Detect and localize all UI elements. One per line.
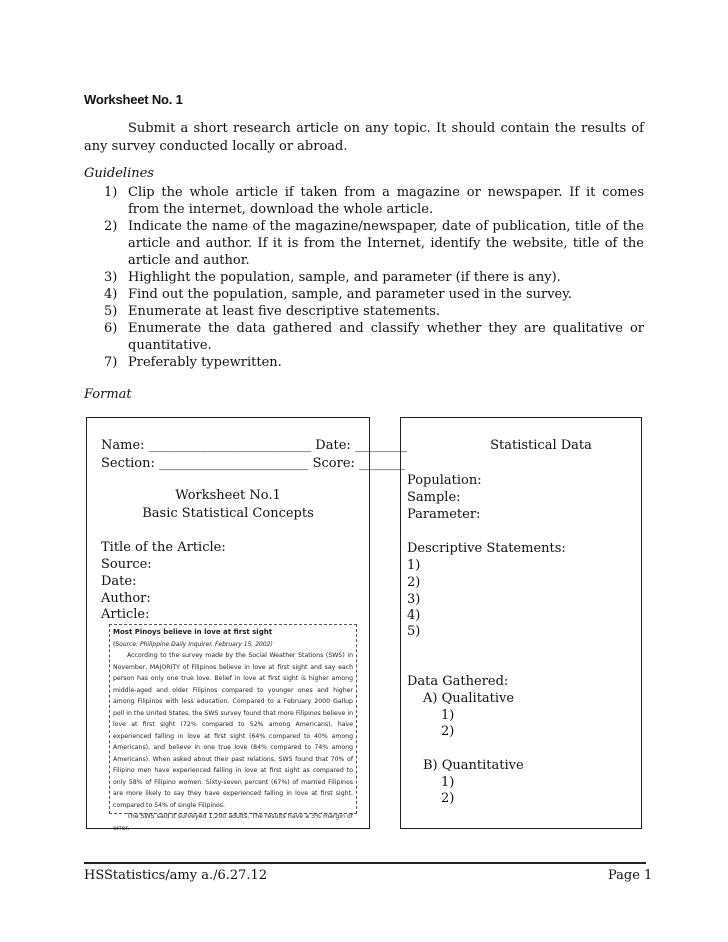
qualitative-item: 2)	[441, 724, 455, 739]
item-number: 5)	[104, 304, 118, 319]
item-text: Indicate the name of the magazine/newspaper, date of publication, title of the article and author. If it is from the Internet, identify the website, title of the article and author.	[128, 219, 644, 268]
item-text: Preferably typewritten.	[128, 355, 282, 370]
descriptive-item: 5)	[407, 624, 421, 639]
item-text: Highlight the population, sample, and parameter (if there is any).	[128, 270, 561, 285]
guidelines-heading: Guidelines	[84, 166, 154, 181]
article-closing: The SWS said it surveyed 1,200 adults. The results have a 3% margin of error.	[113, 813, 353, 832]
item-text: Clip the whole article if taken from a magazine or newspaper. If it comes from the internet, download the whole article.	[128, 185, 644, 217]
qualitative-item: 1)	[441, 708, 455, 723]
article-headline: Most Pinoys believe in love at first sight	[113, 628, 273, 636]
date-label: Date:	[101, 574, 137, 589]
list-item	[104, 320, 644, 354]
list-item	[104, 354, 644, 371]
quantitative-item: 2)	[441, 791, 455, 806]
descriptive-item: 3)	[407, 592, 421, 607]
name-line: Name: _________________________ Date: ________	[101, 438, 407, 453]
qualitative-label: A) Qualitative	[423, 691, 515, 706]
item-number: 3)	[104, 270, 118, 285]
footer-divider	[84, 862, 646, 864]
article-body: According to the survey made by the Social Weather Stations (SWS) in November, MAJORITY of Filipinos believe in love at first sight and say each person has only one true love. Belief in love at first sight is higher among middle-aged and older Filipinos compared to younger ones and higher among Filipinos with less education. Compared to a February 2000 Gallup poll in the United States, the SWS survey found that more Filipinos believe in love at first sight (72% compared to 52% among Americans), have experienced falling in love at first sight (64% compared to 40% among Americans), and believe in one true love (84% compared to 74% among Americans). When asked about their past relations, SWS found that 70% of Filipino men have experienced falling in love at first sight as compared to only 58% of Filipino women. Sixty-seven percent (67%) of married Filipinos are more likely to say they have experienced falling in love at first sight, compared to 54% of single Filipinos.	[113, 652, 353, 809]
descriptive-item: 1)	[407, 558, 421, 573]
section-line: Section: _______________________ Score: _______	[101, 456, 405, 471]
descriptive-item: 4)	[407, 608, 421, 623]
author-label: Author:	[101, 591, 151, 606]
box-worksheet-subtitle: Basic Statistical Concepts	[142, 506, 314, 521]
article-source: (Source: Philippine Daily Inquirer, February 15, 2002)	[113, 640, 273, 648]
quantitative-item: 1)	[441, 775, 455, 790]
format-box-right	[400, 417, 642, 829]
title-label: Title of the Article:	[101, 540, 226, 555]
footer-author: HSStatistics/amy a./6.27.12	[84, 868, 268, 883]
sample-label: Sample:	[407, 490, 461, 505]
article-label: Article:	[101, 607, 150, 622]
list-item	[104, 218, 644, 269]
descriptive-item: 2)	[407, 575, 421, 590]
item-number: 2)	[104, 219, 118, 234]
intro-paragraph	[84, 120, 644, 156]
item-text: Enumerate at least five descriptive statements.	[128, 304, 441, 319]
list-item	[104, 269, 644, 286]
format-box-left	[86, 417, 407, 832]
parameter-label: Parameter:	[407, 507, 481, 522]
guidelines-list	[104, 184, 644, 371]
statistical-data-heading: Statistical Data	[490, 438, 592, 453]
item-text: Enumerate the data gathered and classify whether they are qualitative or quantitative.	[128, 321, 644, 353]
article-clipping	[109, 624, 357, 832]
item-number: 4)	[104, 287, 118, 302]
population-label: Population:	[407, 473, 482, 488]
list-item	[104, 286, 644, 303]
item-text: Find out the population, sample, and parameter used in the survey.	[128, 287, 572, 302]
intro-text: Submit a short research article on any topic. It should contain the results of any survey conducted locally or abroad.	[84, 121, 644, 154]
item-number: 1)	[104, 185, 118, 200]
item-number: 6)	[104, 321, 118, 336]
quantitative-label: B) Quantitative	[423, 758, 524, 773]
worksheet-title: Worksheet No. 1	[84, 92, 183, 107]
list-item	[104, 303, 644, 320]
format-heading: Format	[84, 387, 132, 402]
item-number: 7)	[104, 355, 118, 370]
page-number: Page 1	[608, 868, 653, 883]
source-label: Source:	[101, 557, 152, 572]
data-gathered-label: Data Gathered:	[407, 674, 509, 689]
descriptive-label: Descriptive Statements:	[407, 541, 566, 556]
list-item	[104, 184, 644, 218]
box-worksheet-title: Worksheet No.1	[175, 488, 281, 503]
